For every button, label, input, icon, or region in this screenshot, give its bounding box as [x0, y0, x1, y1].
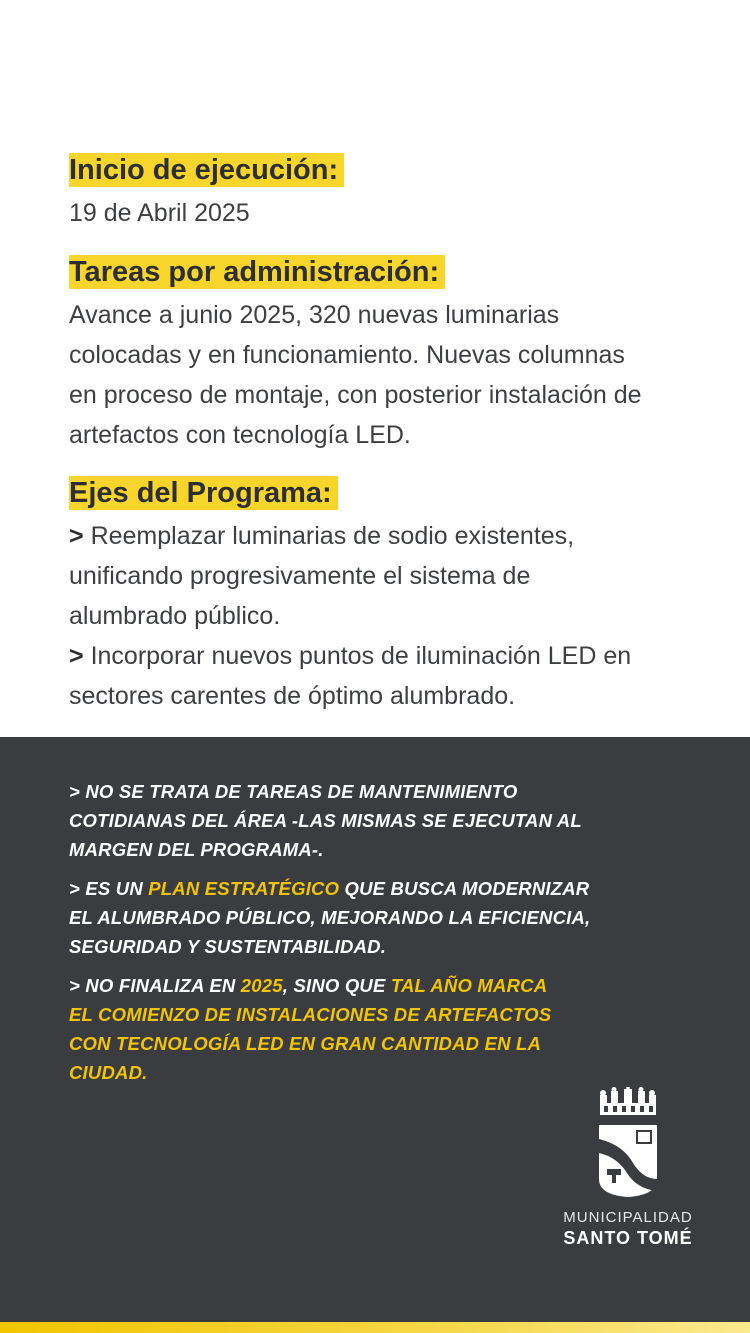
- ejes-section: [69, 476, 734, 716]
- note-highlight: TAL AÑO MARCA: [390, 975, 548, 996]
- logo-line-2: SANTO TOMÉ: [563, 1228, 693, 1248]
- note-3: [69, 971, 709, 1087]
- tareas-line: Avance a junio 2025, 320 nuevas luminarias: [69, 301, 560, 329]
- note-highlight: 2025: [240, 975, 283, 996]
- bullet-text: Incorporar nuevos puntos de iluminación LED en: [90, 642, 632, 670]
- note-line: MARGEN DEL PROGRAMA-.: [69, 839, 324, 860]
- note-line: EL ALUMBRADO PÚBLICO, MEJORANDO LA EFICIENCIA,: [69, 907, 591, 928]
- tareas-heading: Tareas por administración:: [69, 255, 445, 289]
- note-line: > NO SE TRATA DE TAREAS DE MANTENIMIENTO: [69, 781, 518, 802]
- ejes-bullet-1: [69, 516, 734, 556]
- note-line: COTIDIANAS DEL ÁREA -LAS MISMAS SE EJECUTAN AL: [69, 810, 582, 831]
- note-line: SEGURIDAD Y SUSTENTABILIDAD.: [69, 936, 387, 957]
- ejes-bullet-2-cont: sectores carentes de óptimo alumbrado.: [69, 682, 516, 710]
- notes-list: [69, 777, 709, 1097]
- ejes-heading: Ejes del Programa:: [69, 476, 338, 510]
- note-highlight: PLAN ESTRATÉGICO: [148, 878, 340, 899]
- bullet-text: Reemplazar luminarias de sodio existentes,: [90, 522, 575, 550]
- note-text: , SINO QUE: [282, 975, 391, 996]
- tareas-section: [69, 255, 734, 455]
- ejes-bullet-1-cont: unificando progresivamente el sistema de: [69, 562, 531, 590]
- note-line: CON TECNOLOGÍA LED EN GRAN CANTIDAD EN LA: [69, 1033, 542, 1054]
- note-2: [69, 874, 709, 961]
- bullet-marker: >: [69, 642, 84, 670]
- note-line: [69, 971, 709, 1000]
- ejes-bullet-1-cont: alumbrado público.: [69, 602, 281, 630]
- bottom-accent-bar: [0, 1322, 750, 1333]
- note-line: EL COMIENZO DE INSTALACIONES DE ARTEFACTOS: [69, 1004, 552, 1025]
- note-1: [69, 777, 709, 864]
- notes-panel: [0, 737, 750, 1333]
- inicio-section: [69, 153, 734, 233]
- municipality-logo: [548, 1087, 708, 1249]
- note-text: > NO FINALIZA EN: [69, 975, 241, 996]
- municipal-crest-icon: [593, 1087, 663, 1199]
- tareas-line: en proceso de montaje, con posterior instalación de: [69, 381, 642, 409]
- inicio-heading: Inicio de ejecución:: [69, 153, 344, 187]
- inicio-date: 19 de Abril 2025: [69, 199, 250, 227]
- logo-line-1: MUNICIPALIDAD: [563, 1209, 693, 1226]
- bullet-marker: >: [69, 522, 84, 550]
- note-text: QUE BUSCA MODERNIZAR: [339, 878, 590, 899]
- note-text: > ES UN: [69, 878, 149, 899]
- tareas-line: artefactos con tecnología LED.: [69, 421, 411, 449]
- tareas-line: colocadas y en funcionamiento. Nuevas columnas: [69, 341, 625, 369]
- note-line: [69, 874, 709, 903]
- note-line: CIUDAD.: [69, 1062, 148, 1083]
- ejes-bullet-2: [69, 636, 734, 676]
